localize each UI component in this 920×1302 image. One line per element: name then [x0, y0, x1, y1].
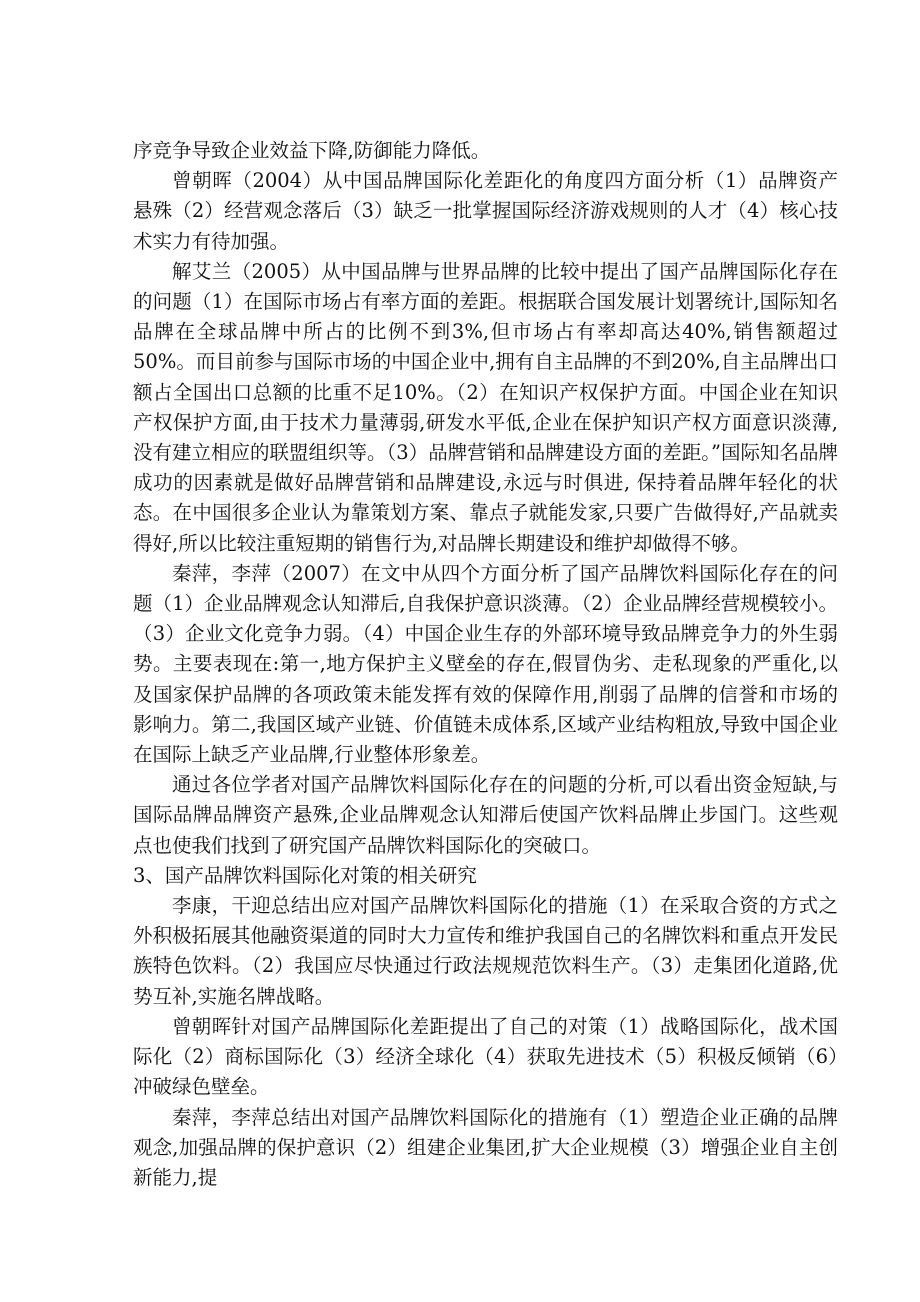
paragraph-zeng-2004: 曾朝晖（2004）从中国品牌国际化差距化的角度四方面分析（1）品牌资产悬殊（2）经营观念落后（3）缺乏一批掌握国际经济游戏规则的人才（4）核心技术实力有待加强。	[133, 169, 838, 253]
section-heading: 3、国产品牌饮料国际化对策的相关研究	[133, 863, 477, 887]
paragraph-zeng-countermeasures: 曾朝晖针对国产品牌国际化差距提出了自己的对策（1）战略国际化，战术国际化（2）商标国际化（3）经济全球化（4）获取先进技术（5）积极反倾销（6）冲破绿色壁垒。	[133, 1014, 838, 1099]
paragraph-qin-li-2007: 秦萍，李萍（2007）在文中从四个方面分析了国产品牌饮料国际化存在的问题（1）企业品牌观念认知滞后,自我保护意识淡薄。（2）企业品牌经营规模较小。（3）企业文化竞争力弱。（4）中国企业生存的外部环境导致品牌竞争力的外生弱势。主要表现在:第一,地方保护主义壁垒的存在,假冒伪劣、走私现象的严重化,以及国家保护品牌的各项政策未能发挥有效的保障作用,削弱了品牌的信誉和市场的影响力。第二,我国区域产业链、价值链未成体系,区域产业结构粗放,导致中国企业在国际上缺乏产业品牌,行业整体形象差。	[133, 561, 838, 767]
paragraph-qin-li-measures: 秦萍，李萍总结出对国产品牌饮料国际化的措施有（1）塑造企业正确的品牌观念,加强品牌的保护意识（2）组建企业集团,扩大企业规模（3）增强企业自主创新能力,提	[133, 1105, 838, 1189]
paragraph-summary: 通过各位学者对国产品牌饮料国际化存在的问题的分析,可以看出资金短缺,与国际品牌品牌资产悬殊,企业品牌观念认知滞后使国产饮料品牌止步国门。这些观点也使我们找到了研究国产品牌饮料国际化的突破口。	[133, 773, 838, 857]
paragraph-xie-2005: 解艾兰（2005）从中国品牌与世界品牌的比较中提出了国产品牌国际化存在的问题（1）在国际市场占有率方面的差距。根据联合国发展计划署统计,国际知名品牌在全球品牌中所占的比例不到3%,但市场占有率却高达40%,销售额超过50%。而目前参与国际市场的中国企业中,拥有自主品牌的不到20%,自主品牌出口额占全国出口总额的比重不足10%。（2）在知识产权保护方面。中国企业在知识产权保护方面,由于技术力量薄弱,研发水平低,企业在保护知识产权方面意识淡薄,没有建立相应的联盟组织等。（3）品牌营销和品牌建设方面的差距。”国际知名品牌成功的因素就是做好品牌营销和品牌建设,永远与时俱进, 保持着品牌年轻化的状态。在中国很多企业认为靠策划方案、靠点子就能发家,只要广告做得好,产品就卖得好,所以比较注重短期的销售行为,对品牌长期建设和维护却做得不够。	[133, 259, 838, 555]
body-text	[133, 136, 838, 1193]
paragraph-continuation: 序竞争导致企业效益下降,防御能力降低。	[133, 139, 491, 162]
paragraph-li-gan: 李康，干迎总结出应对国产品牌饮料国际化的措施（1）在采取合资的方式之外积极拓展其他融资渠道的同时大力宣传和维护我国自己的名牌饮料和重点开发民族特色饮料。（2）我国应尽快通过行政法规规范饮料生产。（3）走集团化道路,优势互补,实施名牌战略。	[133, 894, 838, 1008]
